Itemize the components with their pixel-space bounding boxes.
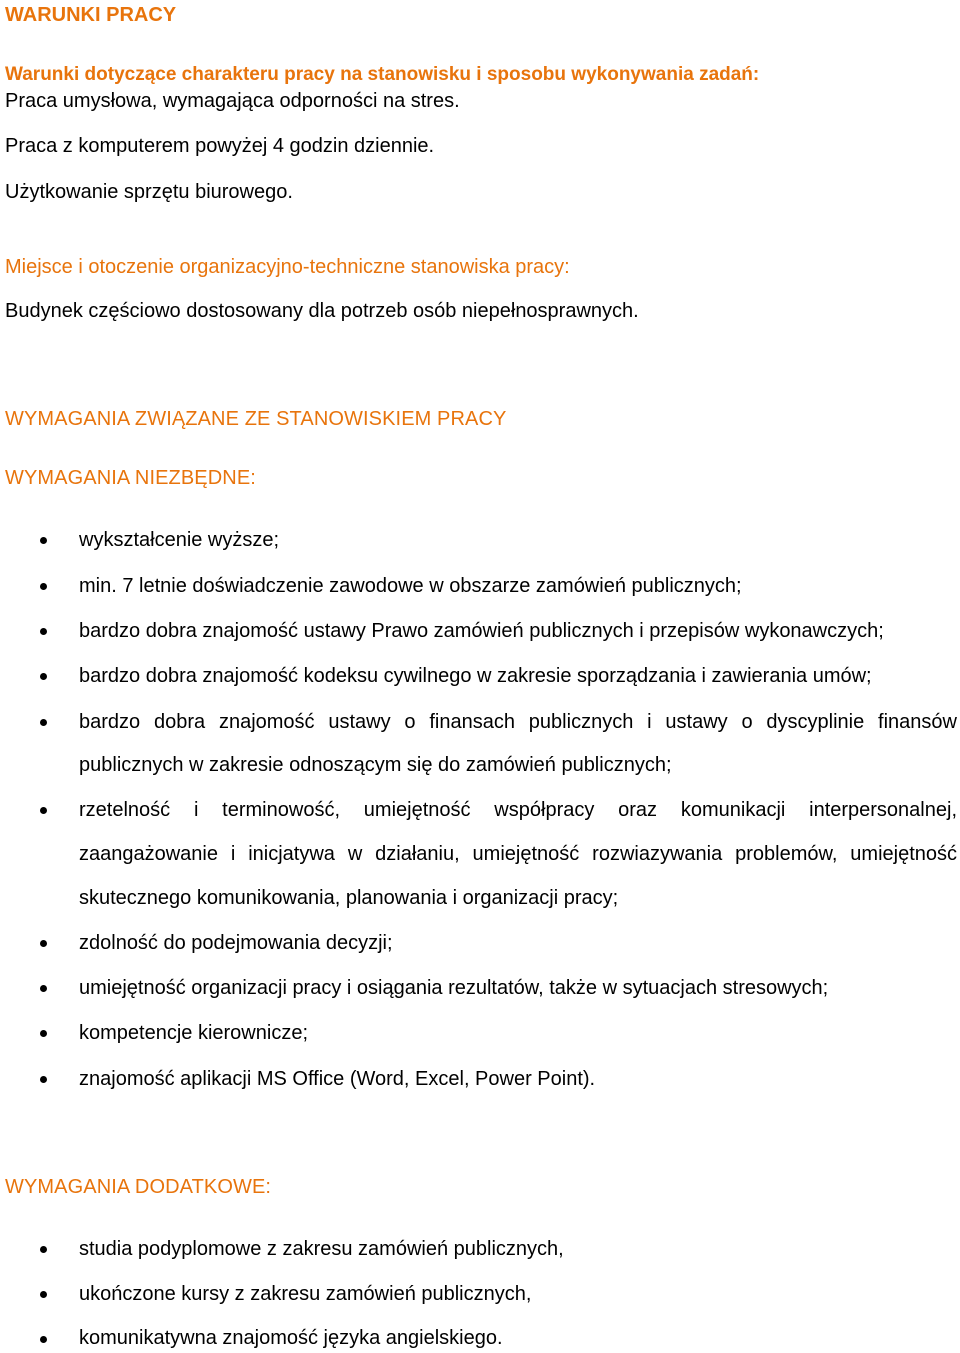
list-item: zdolność do podejmowania decyzji; [79, 932, 393, 954]
list-item-continuation: skutecznego komunikowania, planowania i organizacji pracy; [79, 887, 619, 909]
list-item: ukończone kursy z zakresu zamówień publicznych, [79, 1283, 532, 1305]
list-item: rzetelność i terminowość, umiejętność współpracy oraz komunikacji interpersonalnej, [79, 799, 957, 821]
conditions-heading: Warunki dotyczące charakteru pracy na stanowisku i sposobu wykonywania zadań: [5, 64, 760, 85]
bullet-icon [40, 985, 47, 992]
list-item: bardzo dobra znajomość kodeksu cywilnego w zakresie sporządzania i zawierania umów; [79, 665, 872, 687]
conditions-line: Praca umysłowa, wymagająca odporności na stres. [5, 90, 460, 112]
list-item: wykształcenie wyższe; [79, 529, 280, 551]
bullet-icon [40, 1291, 47, 1298]
section-title: WARUNKI PRACY [5, 4, 177, 26]
list-item: znajomość aplikacji MS Office (Word, Excel, Power Point). [79, 1068, 596, 1090]
bullet-icon [40, 1076, 47, 1083]
conditions-line: Użytkowanie sprzętu biurowego. [5, 181, 293, 203]
list-item: umiejętność organizacji pracy i osiągania rezultatów, także w sytuacjach stresowych; [79, 977, 829, 999]
requirements-title: WYMAGANIA ZWIĄZANE ZE STANOWISKIEM PRACY [5, 408, 507, 430]
list-item: komunikatywna znajomość języka angielskiego. [79, 1327, 503, 1349]
list-item: min. 7 letnie doświadczenie zawodowe w obszarze zamówień publicznych; [79, 575, 742, 597]
bullet-icon [40, 583, 47, 590]
bullet-icon [40, 673, 47, 680]
bullet-icon [40, 1030, 47, 1037]
bullet-icon [40, 719, 47, 726]
list-item-continuation: publicznych w zakresie odnoszącym się do zamówień publicznych; [79, 754, 672, 776]
list-item: bardzo dobra znajomość ustawy o finansach publicznych i ustawy o dyscyplinie finansów [79, 711, 957, 733]
workplace-heading: Miejsce i otoczenie organizacyjno-techniczne stanowiska pracy: [5, 256, 570, 278]
list-item: kompetencje kierownicze; [79, 1022, 308, 1044]
bullet-icon [40, 1246, 47, 1253]
required-heading: WYMAGANIA NIEZBĘDNE: [5, 467, 256, 489]
conditions-line: Praca z komputerem powyżej 4 godzin dziennie. [5, 135, 435, 157]
additional-heading: WYMAGANIA DODATKOWE: [5, 1176, 272, 1198]
list-item: studia podyplomowe z zakresu zamówień publicznych, [79, 1238, 564, 1260]
bullet-icon [40, 628, 47, 635]
workplace-text: Budynek częściowo dostosowany dla potrzeb osób niepełnosprawnych. [5, 300, 639, 322]
bullet-icon [40, 537, 47, 544]
bullet-icon [40, 807, 47, 814]
list-item-continuation: zaangażowanie i inicjatywa w działaniu, umiejętność rozwiazywania problemów, umiejętność [79, 843, 957, 865]
bullet-icon [40, 940, 47, 947]
list-item: bardzo dobra znajomość ustawy Prawo zamówień publicznych i przepisów wykonawczych; [79, 620, 884, 642]
bullet-icon [40, 1336, 47, 1343]
